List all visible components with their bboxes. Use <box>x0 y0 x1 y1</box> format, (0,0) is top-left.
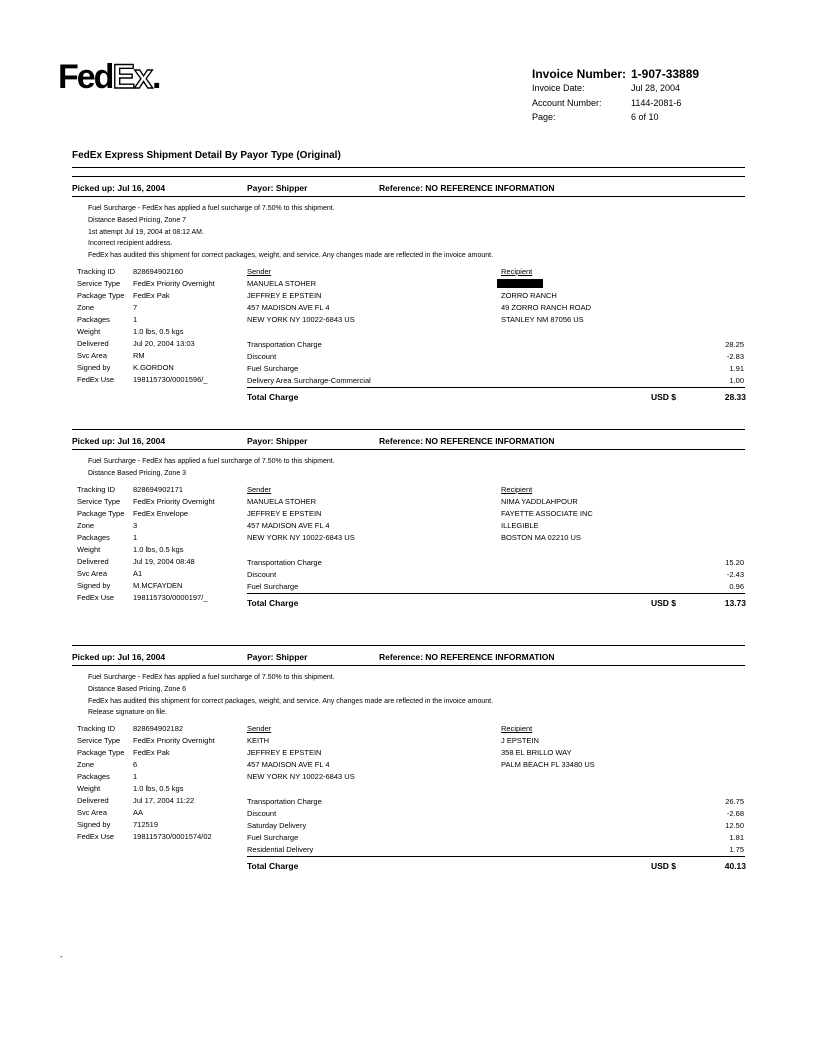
shipment-3-signed-label: Signed by <box>77 820 111 830</box>
shipment-1-note: Incorrect recipient address. <box>88 240 173 248</box>
shipment-3-recipient-line: PALM BEACH FL 33480 US <box>501 760 595 770</box>
shipment-3-sender-heading: Sender <box>247 724 272 734</box>
shipment-1-charge-name: Transportation Charge <box>247 340 322 349</box>
shipment-2-delivered-label: Delivered <box>77 556 109 566</box>
shipment-3-packages: 1 <box>133 772 138 782</box>
shipment-3-svc-area: AA <box>133 808 144 818</box>
shipment-3-fedex-use: 198115730/0001574/02 <box>133 832 212 842</box>
shipment-2-charge-name: Fuel Surcharge <box>247 581 299 591</box>
shipment-3-zone: 6 <box>133 760 138 770</box>
shipment-3-charge-name: Transportation Charge <box>247 797 322 807</box>
shipment-1-tracking-label: Tracking ID <box>77 267 116 276</box>
shipment-2-weight-label: Weight <box>77 544 101 554</box>
shipment-3-sender-line: JEFFREY E EPSTEIN <box>247 748 322 758</box>
shipment-2-charge-amount: 15.20 <box>725 557 744 567</box>
shipment-1-service: FedEx Priority Overnight <box>133 279 215 288</box>
shipment-1-picked-up: Picked up: Jul 16, 2004 <box>72 183 166 193</box>
shipment-3-payor: Payor: Shipper <box>247 652 308 662</box>
shipment-1-package-label: Package Type <box>77 291 125 300</box>
shipment-2-signed: M.MCFAYDEN <box>133 580 183 590</box>
shipment-2-service: FedEx Priority Overnight <box>133 496 215 506</box>
shipment-2-package: FedEx Envelope <box>133 508 189 518</box>
shipment-2-svc-area-label: Svc Area <box>77 568 108 578</box>
shipment-1-service-label: Service Type <box>77 279 121 288</box>
shipment-1-charge-name: Discount <box>247 352 277 361</box>
shipment-3-note: FedEx has audited this shipment for correct packages, weight, and service. Any changes made are reflected in the invoice amount. <box>88 697 494 705</box>
shipment-1-note: Distance Based Pricing, Zone 7 <box>88 216 187 224</box>
shipment-2-recipient-line: BOSTON MA 02210 US <box>501 532 581 542</box>
shipment-3-delivered: Jul 17, 2004 11:22 <box>133 796 195 806</box>
shipment-1-note: FedEx has audited this shipment for correct packages, weight, and service. Any changes made are reflected in the invoice amount. <box>88 252 494 260</box>
shipment-1-charge-name: Delivery Area Surcharge-Commercial <box>247 376 371 385</box>
shipment-1-zone: 7 <box>133 303 138 312</box>
shipment-1-charge-amount: 1.00 <box>729 376 744 385</box>
shipment-2-weight: 1.0 lbs, 0.5 kgs <box>133 544 184 554</box>
shipment-3-weight-label: Weight <box>77 784 101 794</box>
shipment-3-recipient-line: 358 EL BRILLO WAY <box>501 748 572 758</box>
shipment-3-charge-amount: 1.81 <box>729 833 744 843</box>
fedex-logo: FedEx. <box>58 58 160 96</box>
shipment-1-top-rule <box>72 176 745 177</box>
invoice-date-label: Invoice Date: <box>532 83 585 93</box>
page-label: Page: <box>532 112 556 122</box>
shipment-2-sender-line: 457 MADISON AVE FL 4 <box>247 520 330 530</box>
shipment-3-note: Release signature on file. <box>88 709 167 717</box>
shipment-1-charge-name: Fuel Surcharge <box>247 364 299 373</box>
shipment-3-charge-amount: -2.68 <box>726 809 744 819</box>
shipment-2-note: Distance Based Pricing, Zone 3 <box>88 469 187 477</box>
shipment-1-recipient-line: 49 ZORRO RANCH ROAD <box>501 303 592 312</box>
shipment-3-note: Fuel Surcharge - FedEx has applied a fuel surcharge of 7.50% to this shipment. <box>88 674 335 681</box>
shipment-3-head-rule <box>72 665 745 666</box>
shipment-1-tracking: 828694902160 <box>133 267 184 276</box>
shipment-2-sender-heading: Sender <box>247 484 272 494</box>
shipment-3-reference: Reference: NO REFERENCE INFORMATION <box>379 652 555 662</box>
shipment-2-signed-label: Signed by <box>77 580 111 590</box>
shipment-3-total-label: Total Charge <box>247 861 299 872</box>
shipment-2-currency: USD $ <box>651 597 677 608</box>
shipment-1-sender-line: NEW YORK NY 10022-6843 US <box>247 315 355 324</box>
shipment-3-signed: 712519 <box>133 820 159 830</box>
shipment-1-zone-label: Zone <box>77 303 95 312</box>
shipment-2-service-label: Service Type <box>77 496 121 506</box>
shipment-1-head-rule <box>72 196 745 197</box>
shipment-3-svc-area-label: Svc Area <box>77 808 108 818</box>
shipment-3-picked-up: Picked up: Jul 16, 2004 <box>72 652 166 662</box>
invoice-date: Jul 28, 2004 <box>631 83 681 93</box>
shipment-3-delivered-label: Delivered <box>77 796 109 806</box>
shipment-1-fedex-use: 198115730/0001596/_ <box>133 375 208 384</box>
shipment-2-packages: 1 <box>133 532 138 542</box>
shipment-2-reference: Reference: NO REFERENCE INFORMATION <box>379 436 555 446</box>
shipment-3-currency: USD $ <box>651 861 677 872</box>
shipment-2-zone: 3 <box>133 520 138 530</box>
shipment-3-charge-amount: 1.75 <box>729 845 744 855</box>
page-number: 6 of 10 <box>631 112 659 122</box>
shipment-2-total-amount: 13.73 <box>724 597 746 608</box>
shipment-2-sender-line: JEFFREY E EPSTEIN <box>247 508 322 518</box>
shipment-3-charge-name: Residential Delivery <box>247 845 314 855</box>
shipment-3-package: FedEx Pak <box>133 748 170 758</box>
shipment-1-total-amount: 28.33 <box>724 392 746 402</box>
shipment-2-total-label: Total Charge <box>247 597 299 608</box>
account-number-label: Account Number: <box>532 97 602 108</box>
shipment-1-fedex-use-label: FedEx Use <box>77 375 115 384</box>
shipment-3-package-label: Package Type <box>77 748 125 758</box>
shipment-2-tracking: 828694902171 <box>133 484 184 494</box>
shipment-1-recipient-heading: Recipient <box>501 267 533 276</box>
shipment-3-packages-label: Packages <box>77 772 110 782</box>
shipment-1-delivered: Jul 20, 2004 13:03 <box>133 339 195 348</box>
shipment-1-payor: Payor: Shipper <box>247 183 308 193</box>
shipment-1-weight-label: Weight <box>77 327 101 336</box>
shipment-2-sender-line: MANUELA STOHER <box>247 496 317 506</box>
shipment-1-total-rule <box>247 387 745 388</box>
shipment-1-sender-heading: Sender <box>247 267 272 276</box>
shipment-2-recipient-line: NIMA YADDLAHPOUR <box>501 496 578 506</box>
shipment-2-charge-amount: -2.43 <box>726 569 744 579</box>
shipment-1-charge-amount: -2.83 <box>726 352 744 361</box>
invoice-number: 1-907-33889 <box>631 67 700 81</box>
shipment-1-svc-area-label: Svc Area <box>77 351 108 360</box>
shipment-2-recipient-line: ILLEGIBLE <box>501 520 539 530</box>
shipment-3-note: Distance Based Pricing, Zone 6 <box>88 685 187 693</box>
shipment-1-packages: 1 <box>133 315 138 324</box>
shipment-3-top-rule <box>72 645 745 646</box>
shipment-3-tracking-label: Tracking ID <box>77 724 116 734</box>
shipment-1-sender-line: MANUELA STOHER <box>247 279 317 288</box>
shipment-1-note: Fuel Surcharge - FedEx has applied a fuel surcharge of 7.50% to this shipment. <box>88 205 335 212</box>
shipment-1-charge-amount: 28.25 <box>725 340 744 349</box>
shipment-3-zone-label: Zone <box>77 760 95 770</box>
shipment-2-charge-amount: 0.96 <box>729 581 744 591</box>
shipment-3-service: FedEx Priority Overnight <box>133 736 215 746</box>
shipment-3-charge-amount: 12.50 <box>725 821 744 831</box>
shipment-2-package-label: Package Type <box>77 508 125 518</box>
shipment-3-sender-line: 457 MADISON AVE FL 4 <box>247 760 330 770</box>
shipment-3-service-label: Service Type <box>77 736 121 746</box>
shipment-1-recipient-line: ZORRO RANCH <box>501 291 557 300</box>
shipment-2-zone-label: Zone <box>77 520 95 530</box>
shipment-3-charge-name: Fuel Surcharge <box>247 833 299 843</box>
shipment-3-weight: 1.0 lbs, 0.5 kgs <box>133 784 184 794</box>
shipment-3-sender-line: NEW YORK NY 10022-6843 US <box>247 772 355 782</box>
shipment-2-svc-area: A1 <box>133 568 143 578</box>
shipment-2-head-rule <box>72 449 745 450</box>
shipment-3-fedex-use-label: FedEx Use <box>77 832 115 842</box>
invoice-info <box>532 67 732 127</box>
shipment-2-recipient-line: FAYETTE ASSOCIATE INC <box>501 508 593 518</box>
shipment-3-sender-line: KEITH <box>247 736 270 746</box>
shipment-3-recipient-heading: Recipient <box>501 724 533 734</box>
shipment-2-sender-line: NEW YORK NY 10022-6843 US <box>247 532 355 542</box>
shipment-1-recipient-line: STANLEY NM 87056 US <box>501 315 584 324</box>
shipment-3-charge-name: Saturday Delivery <box>247 821 307 831</box>
shipment-2-top-rule <box>72 429 745 430</box>
shipment-1-charge-amount: 1.91 <box>729 364 744 373</box>
shipment-1-reference: Reference: NO REFERENCE INFORMATION <box>379 183 555 193</box>
shipment-1-delivered-label: Delivered <box>77 339 109 348</box>
shipment-2-picked-up: Picked up: Jul 16, 2004 <box>72 436 166 446</box>
shipment-3-total-amount: 40.13 <box>724 861 746 872</box>
shipment-2-fedex-use-label: FedEx Use <box>77 592 115 602</box>
shipment-3-charge-name: Discount <box>247 809 277 819</box>
shipment-1-note: 1st attempt Jul 19, 2004 at 08:12 AM. <box>88 228 204 236</box>
shipment-1-package: FedEx Pak <box>133 291 170 300</box>
shipment-1-svc-area: RM <box>133 351 145 360</box>
invoice-number-label: Invoice Number: <box>532 67 627 81</box>
shipment-2-delivered: Jul 19, 2004 08:48 <box>133 556 195 566</box>
shipment-3-charge-amount: 26.75 <box>725 797 744 807</box>
shipment-3-tracking: 828694902182 <box>133 724 184 734</box>
shipment-1-currency: USD $ <box>651 392 677 402</box>
shipment-1-total-label: Total Charge <box>247 392 299 402</box>
shipment-2-note: Fuel Surcharge - FedEx has applied a fuel surcharge of 7.50% to this shipment. <box>88 458 335 465</box>
shipment-1-sender-line: 457 MADISON AVE FL 4 <box>247 303 330 312</box>
shipment-2-payor: Payor: Shipper <box>247 436 308 446</box>
shipment-1-sender-line: JEFFREY E EPSTEIN <box>247 291 322 300</box>
shipment-3-recipient-line: J EPSTEIN <box>501 736 539 746</box>
shipment-1-signed-label: Signed by <box>77 363 111 372</box>
shipment-1-packages-label: Packages <box>77 315 110 324</box>
shipment-2-fedex-use: 198115730/0000197/_ <box>133 592 208 602</box>
shipment-2-packages-label: Packages <box>77 532 110 542</box>
shipment-2-charge-name: Discount <box>247 569 277 579</box>
title-divider <box>72 167 745 168</box>
footer-mark: - <box>60 952 63 961</box>
shipment-2-tracking-label: Tracking ID <box>77 484 116 494</box>
shipment-1-redacted-recipient <box>497 279 543 288</box>
shipment-2-recipient-heading: Recipient <box>501 484 533 494</box>
shipment-3-total-rule <box>247 856 745 857</box>
report-title: FedEx Express Shipment Detail By Payor Type (Original) <box>72 150 341 161</box>
shipment-1-weight: 1.0 lbs, 0.5 kgs <box>133 327 184 336</box>
shipment-2-total-rule <box>247 593 745 594</box>
shipment-1-signed: K.GORDON <box>133 363 174 372</box>
account-number: 1144-2081-6 <box>631 97 682 108</box>
shipment-2-charge-name: Transportation Charge <box>247 557 322 567</box>
